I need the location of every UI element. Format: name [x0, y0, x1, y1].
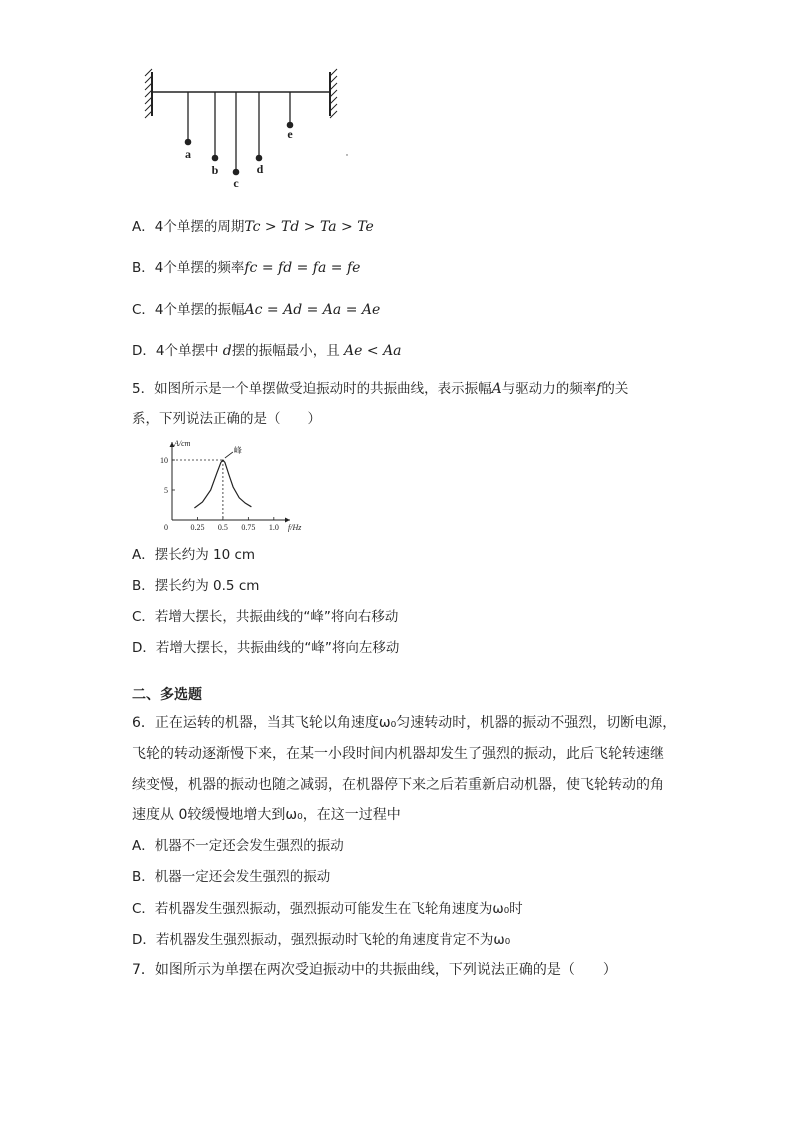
q5-stem-line1: 5．如图所示是一个单摆做受迫振动时的共振曲线，表示振幅A与驱动力的频率f的关	[132, 381, 629, 397]
x-tick-label: 0.75	[241, 523, 256, 532]
bob-b	[212, 155, 219, 162]
q6-option-c: C．若机器发生强烈振动，强烈振动可能发生在飞轮角速度为ω₀时	[132, 901, 523, 917]
q5-option-b: B．摆长约为 0.5 cm	[132, 578, 260, 594]
section-title-multiple-choice: 二、多选题	[132, 687, 202, 703]
label-d: d	[256, 162, 264, 176]
q4-option-a: A．4个单摆的周期Tc > Td > Ta > Te	[132, 219, 374, 235]
bob-a	[185, 139, 192, 146]
q7-stem: 7．如图所示为单摆在两次受迫振动中的共振曲线，下列说法正确的是（ ）	[132, 962, 617, 978]
q6-stem-line2: 飞轮的转动逐渐慢下来，在某一小段时间内机器却发生了强烈的振动，此后飞轮转速继	[132, 746, 664, 762]
x-axis-label: f/Hz	[288, 523, 302, 532]
q4-option-c: C．4个单摆的振幅Ac = Ad = Aa = Ae	[132, 302, 381, 318]
label-a: a	[185, 147, 191, 161]
q6-option-b: B．机器一定还会发生强烈的振动	[132, 869, 331, 885]
label-e: e	[287, 127, 293, 141]
x-tick-label: 0.5	[217, 523, 228, 532]
bob-c	[233, 169, 240, 176]
q6-stem-line4: 速度从 0较缓慢地增大到ω₀，在这一过程中	[132, 807, 401, 823]
label-b: b	[211, 163, 219, 177]
y-tick-label: 5	[164, 486, 168, 495]
q5-stem-line2: 系，下列说法正确的是（ ）	[132, 411, 321, 427]
q4-option-d: D．4个单摆中 d摆的振幅最小，且 Ae < Aa	[132, 343, 402, 359]
x-tick-label: 1.0	[268, 523, 279, 532]
q4-option-b: B．4个单摆的频率fc = fd = fa = fe	[132, 260, 361, 276]
y-tick-label: 10	[160, 456, 168, 465]
q6-option-a: A．机器不一定还会发生强烈的振动	[132, 838, 344, 854]
q6-stem-line1: 6．正在运转的机器，当其飞轮以角速度ω₀匀速转动时，机器的振动不强烈，切断电源，	[132, 715, 677, 731]
q6-stem-line3: 续变慢，机器的振动也随之减弱，在机器停下来之后若重新启动机器，使飞轮转动的角	[132, 777, 664, 793]
y-axis-label: A/cm	[174, 439, 191, 448]
resonance-chart	[150, 440, 300, 532]
label-c: c	[233, 176, 239, 190]
pendulum-figure	[136, 66, 366, 194]
peak-annotation: 峰	[233, 446, 242, 455]
q6-option-d: D．若机器发生强烈振动，强烈振动时飞轮的角速度肯定不为ω₀	[132, 932, 511, 948]
x-tick-label: 0	[164, 523, 168, 532]
peak-pointer	[225, 452, 233, 458]
q5-option-c: C．若增大摆长，共振曲线的“峰”将向右移动	[132, 609, 399, 625]
x-tick-label: 0.25	[190, 523, 205, 532]
q5-option-a: A．摆长约为 10 cm	[132, 547, 256, 563]
x-axis-arrow	[285, 518, 290, 523]
q5-option-d: D．若增大摆长，共振曲线的“峰”将向左移动	[132, 640, 400, 656]
bob-d	[256, 155, 263, 162]
